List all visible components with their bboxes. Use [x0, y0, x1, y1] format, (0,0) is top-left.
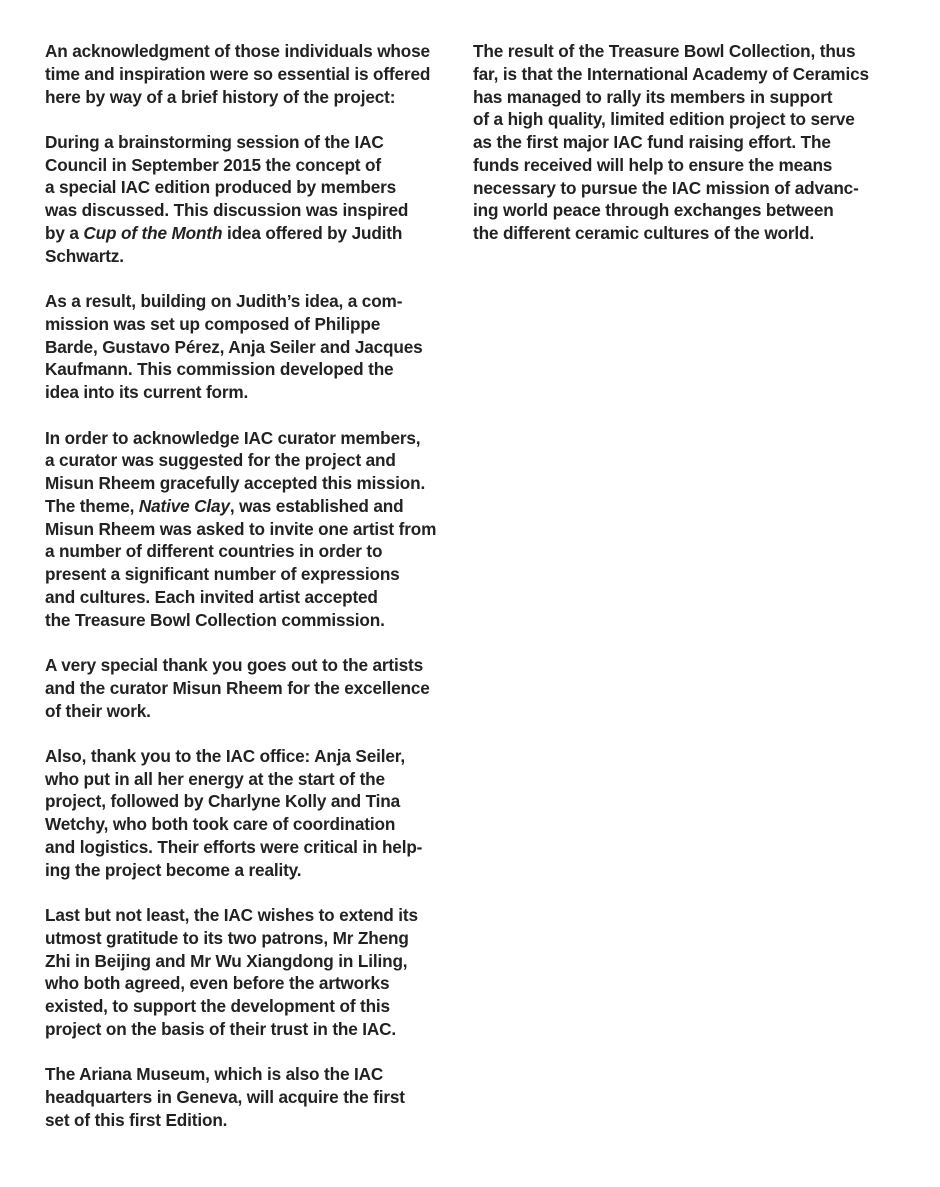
text-line: ing world peace through exchanges between — [473, 200, 834, 221]
text-line: Zhi in Beijing and Mr Wu Xiangdong in Liling, — [45, 950, 408, 971]
text-line: a special IAC edition produced by members — [45, 177, 397, 198]
paragraph-commission — [45, 290, 455, 404]
text-line: Also, thank you to the IAC office: Anja Seiler, — [45, 745, 405, 766]
italic-theme-native-clay: Native Clay — [138, 495, 230, 516]
paragraph-brainstorming — [45, 131, 455, 268]
text-line: project, followed by Charlyne Kolly and Tina — [45, 791, 401, 812]
text-line: Barde, Gustavo Pérez, Anja Seiler and Jacques — [45, 336, 423, 357]
text-line: as the first major IAC fund raising effort. The — [473, 132, 831, 152]
italic-title-cup-of-the-month: Cup of the Month — [83, 222, 223, 243]
text-fragment: The theme, — [45, 495, 139, 516]
text-line: has managed to rally its members in support — [473, 86, 833, 107]
paragraph-curator — [45, 427, 455, 632]
text-line: An acknowledgment of those individuals whose — [45, 41, 430, 61]
text-line: the different ceramic cultures of the world. — [473, 223, 815, 243]
text-line: Council in September 2015 the concept of — [45, 154, 381, 175]
text-line: mission was set up composed of Philippe — [45, 313, 381, 334]
text-line: time and inspiration were so essential is offered — [45, 63, 431, 84]
paragraph-patrons — [45, 904, 455, 1041]
text-line: set of this first Edition. — [45, 1109, 228, 1130]
text-line: utmost gratitude to its two patrons, Mr Zheng — [45, 927, 409, 948]
text-line: idea into its current form. — [45, 382, 249, 403]
text-line: of a high quality, limited edition project to serve — [473, 109, 855, 130]
text-line: was discussed. This discussion was inspired — [45, 200, 409, 221]
text-line: Last but not least, the IAC wishes to extend its — [45, 905, 418, 926]
text-line: headquarters in Geneva, will acquire the first — [45, 1087, 405, 1108]
text-line — [45, 222, 455, 245]
text-line: funds received will help to ensure the means — [473, 154, 833, 175]
paragraph-acknowledgment-intro — [45, 40, 455, 108]
text-line: here by way of a brief history of the project: — [45, 86, 396, 107]
left-column — [45, 40, 455, 1154]
text-line: project on the basis of their trust in the IAC. — [45, 1018, 397, 1039]
text-line: ing the project become a reality. — [45, 859, 302, 880]
text-line: The result of the Treasure Bowl Collection, thus — [473, 41, 856, 61]
text-line: In order to acknowledge IAC curator members, — [45, 427, 421, 448]
text-line: Schwartz. — [45, 245, 124, 266]
text-line: and the curator Misun Rheem for the excellence — [45, 677, 430, 698]
paragraph-treasure-bowl-result — [473, 40, 893, 245]
text-line: necessary to pursue the IAC mission of advanc- — [473, 177, 859, 198]
text-fragment: , was established and — [229, 495, 404, 516]
text-line: a curator was suggested for the project and — [45, 450, 396, 471]
text-line: Misun Rheem gracefully accepted this mission. — [45, 473, 426, 494]
text-line: and logistics. Their efforts were critical in help- — [45, 836, 423, 857]
text-line: Misun Rheem was asked to invite one artist from — [45, 518, 437, 539]
paragraph-thanks-artists — [45, 654, 455, 722]
text-line: and cultures. Each invited artist accepted — [45, 586, 378, 607]
text-fragment: by a — [45, 222, 84, 243]
text-line: who put in all her energy at the start of the — [45, 768, 385, 789]
text-line: A very special thank you goes out to the artists — [45, 655, 424, 675]
text-line: During a brainstorming session of the IAC — [45, 131, 384, 152]
paragraph-thanks-office — [45, 745, 455, 882]
right-column — [473, 40, 893, 267]
paragraph-ariana-museum — [45, 1063, 455, 1131]
text-line: the Treasure Bowl Collection commission. — [45, 609, 385, 630]
text-line: The Ariana Museum, which is also the IAC — [45, 1064, 384, 1085]
text-line — [45, 495, 455, 518]
text-line: far, is that the International Academy of Ceramics — [473, 63, 869, 84]
text-line: Wetchy, who both took care of coordination — [45, 814, 396, 835]
text-fragment: idea offered by Judith — [222, 222, 403, 243]
text-line: present a significant number of expressions — [45, 564, 400, 585]
text-line: As a result, building on Judith’s idea, a com- — [45, 291, 403, 312]
text-line: a number of different countries in order to — [45, 541, 383, 562]
text-line: of their work. — [45, 700, 151, 721]
text-line: Kaufmann. This commission developed the — [45, 359, 394, 380]
text-line: who both agreed, even before the artworks — [45, 973, 390, 994]
text-line: existed, to support the development of this — [45, 996, 390, 1017]
